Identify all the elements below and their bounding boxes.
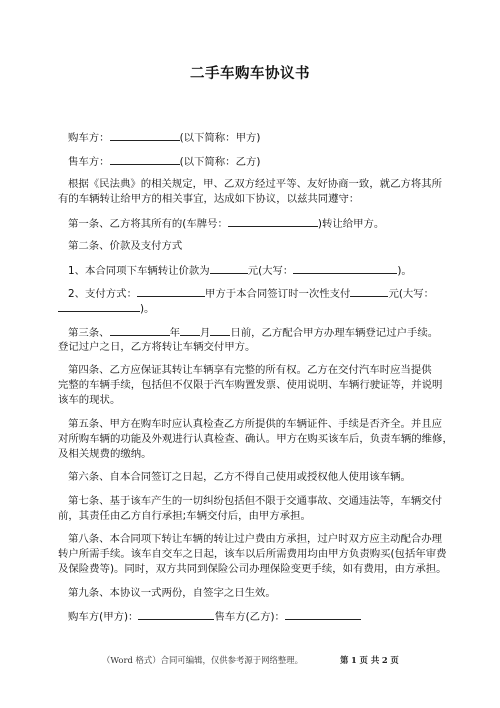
seller-line xyxy=(58,154,446,169)
document-body xyxy=(58,130,453,633)
page-current: 1 xyxy=(351,655,357,665)
seller-signature-blank[interactable] xyxy=(285,609,361,620)
year-label: 年 xyxy=(169,326,180,339)
page-total: 2 xyxy=(381,655,388,665)
item-2-text-b: 甲方于本合同签订时一次性支付 xyxy=(204,288,351,300)
intro-line-1: 根据《民法典》的相关规定，甲、乙双方经过平等、友好协商一致，就乙方将其所 xyxy=(68,178,443,190)
year-blank[interactable] xyxy=(110,325,170,336)
buyer-label: 购车方： xyxy=(68,132,110,144)
footer-note: （Word 格式）合同可编辑，仅供参考源于网络整理。 xyxy=(102,655,303,665)
article-5-line-3: 及相关规费的缴纳。 xyxy=(58,447,152,460)
article-7-line-1: 第七条、基于该车产生的一切纠纷包括但不限于交通事故、交通违法等，车辆交付 xyxy=(68,494,443,507)
price-uppercase-blank[interactable] xyxy=(293,263,397,274)
intro-line-2: 有的车辆转让给甲方的相关事宜，达成如下协议，以兹共同遵守： xyxy=(58,193,360,205)
article-5-line-2: 对所购车辆的功能及外观进行认真检查、确认。甲方在购买该车后，负责车辆的维修， xyxy=(58,432,453,445)
seller-label: 售车方： xyxy=(68,155,110,168)
article-8-line-3: 及保险费等)。同时，双方共同到保险公司办理保险变更手续，如有费用，由方承担。 xyxy=(58,563,447,575)
article-4-line-2: 完整的车辆手续，包括但不仅限于汽车购置发票、使用说明、车辆行驶证等，并说明 xyxy=(58,379,443,391)
article-4-line-3: 该车的现状。 xyxy=(58,394,121,406)
article-1-text-b: )转让给甲方。 xyxy=(317,217,385,230)
month-blank[interactable] xyxy=(180,325,200,336)
article-3-cont: 登记过户之日，乙方将转让车辆交付甲方。 xyxy=(58,340,256,353)
article-8-line-2: 转户所需手续。该车自交车之日起，该车以后所需费用均由甲方负责购买(包括年审费 xyxy=(58,548,447,560)
price-blank[interactable] xyxy=(210,263,248,274)
article-1-text-a: 第一条、乙方将其所有的(车牌号： xyxy=(68,217,228,230)
buyer-alias: (以下简称：甲方) xyxy=(179,132,261,144)
seller-signature-label: 售车方(乙方)： xyxy=(214,611,285,623)
month-label: 月 xyxy=(199,326,211,339)
article-5-line-1: 第五条、甲方在购车时应认真检查乙方所提供的车辆证件、手续是否齐全。并且应 xyxy=(68,417,443,430)
payment-amount-blank[interactable] xyxy=(350,286,388,297)
page-indicator xyxy=(340,654,399,666)
buyer-line xyxy=(58,130,446,145)
article-7-line-2: 前，其责任由乙方自行承担;车辆交付后，由甲方承担。 xyxy=(58,509,311,522)
seller-alias: (以下简称：乙方) xyxy=(179,155,261,168)
item-1-text-a: 1、本合同项下车辆转让价款为 xyxy=(68,264,210,277)
article-2-item-2 xyxy=(58,286,446,301)
day-blank[interactable] xyxy=(210,325,230,336)
article-9: 第九条、本协议一式两份，自签字之日生效。 xyxy=(68,586,276,599)
buyer-signature-blank[interactable] xyxy=(138,609,214,620)
article-6: 第六条、自本合同签订之日起，乙方不得自己使用或授权他人使用该车辆。 xyxy=(68,471,411,483)
article-3-text-a: 第三条、 xyxy=(68,326,110,339)
article-3-text-b: 日前，乙方配合甲方办理车辆登记过户手续。 xyxy=(230,326,439,339)
plate-number-blank[interactable] xyxy=(228,216,318,227)
buyer-name-blank[interactable] xyxy=(110,130,180,141)
article-8-line-1: 第八条、本合同项下转让车辆的转让过户费由方承担，过户时双方应主动配合办理 xyxy=(68,533,443,545)
page-mid: 页 共 xyxy=(359,655,380,665)
article-2-item-2-cont xyxy=(58,301,446,316)
payment-uppercase-blank[interactable] xyxy=(58,301,140,312)
item-2-text-d: )。 xyxy=(140,303,155,315)
payment-method-blank[interactable] xyxy=(137,286,205,297)
item-2-text-c: 元(大写： xyxy=(388,288,435,300)
item-1-text-b: 元(大写： xyxy=(247,264,294,277)
article-2-item-1 xyxy=(58,263,446,278)
seller-name-blank[interactable] xyxy=(110,154,180,165)
article-1 xyxy=(58,216,446,231)
buyer-signature-label: 购车方(甲方)： xyxy=(68,611,139,623)
page-prefix: 第 xyxy=(340,655,349,665)
item-2-text-a: 2、支付方式： xyxy=(68,288,137,300)
article-2-heading: 第二条、价款及支付方式 xyxy=(68,240,183,252)
article-3 xyxy=(58,325,446,340)
page-suffix: 页 xyxy=(390,655,399,665)
item-1-text-c: )。 xyxy=(397,264,412,277)
document-title: 二手车购车协议书 xyxy=(190,66,310,82)
article-4-line-1: 第四条、乙方应保证其转让车辆享有完整的所有权。乙方在交付汽车时应当提供 xyxy=(68,364,432,376)
signature-line xyxy=(58,609,446,624)
